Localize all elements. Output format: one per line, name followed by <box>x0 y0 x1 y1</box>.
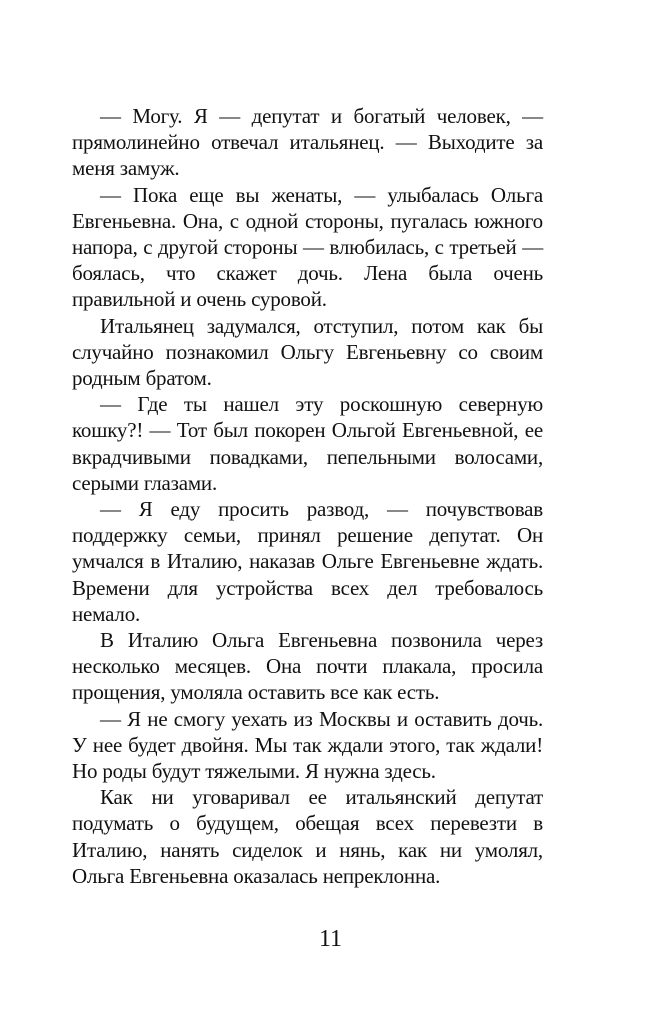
paragraph-8: Как ни уговаривал ее итальянский депутат подумать о будущем, обещая всех перевезти в Италию, нанять сиделок и нянь, как ни умолял, Ольга Евгеньевна оказалась непреклонна. <box>72 785 543 888</box>
paragraph-6: В Италию Ольга Евгеньевна позвонила через несколько месяцев. Она почти плакала, просила прощения, умоляла оставить все как есть. <box>72 628 543 705</box>
paragraph-4: — Где ты нашел эту роскошную северную кошку?! — Тот был покорен Ольгой Евгеньевной, ее вкрадчивыми повадками, пепельными волосами, серыми глазами. <box>72 392 543 495</box>
page-body <box>72 103 543 889</box>
paragraph-3: Итальянец задумался, отступил, потом как бы случайно познакомил Ольгу Евгеньевну со своим родным братом. <box>72 313 543 391</box>
page-number: 11 <box>318 926 343 952</box>
paragraph-7: — Я не смогу уехать из Москвы и оставить дочь. У нее будет двойня. Мы так ждали этого, так ждали! Но роды будут тяжелыми. Я нужна здесь. <box>72 706 543 784</box>
paragraph-2: — Пока еще вы женаты, — улыбалась Ольга Евгеньевна. Она, с одной стороны, пугалась южного напора, с другой стороны — влюбилась, с третьей — боялась, что скажет дочь. Лена была очень правильной и очень суровой. <box>72 182 543 312</box>
paragraph-5: — Я еду просить развод, — почувствовав поддержку семьи, принял решение депутат. Он умчался в Италию, наказав Ольге Евгеньевне ждать. Времени для устройства всех дел требовалось немало. <box>72 497 543 626</box>
paragraph-1: — Могу. Я — депутат и богатый человек, — прямолинейно отвечал итальянец. — Выходите за меня замуж. <box>72 104 543 181</box>
